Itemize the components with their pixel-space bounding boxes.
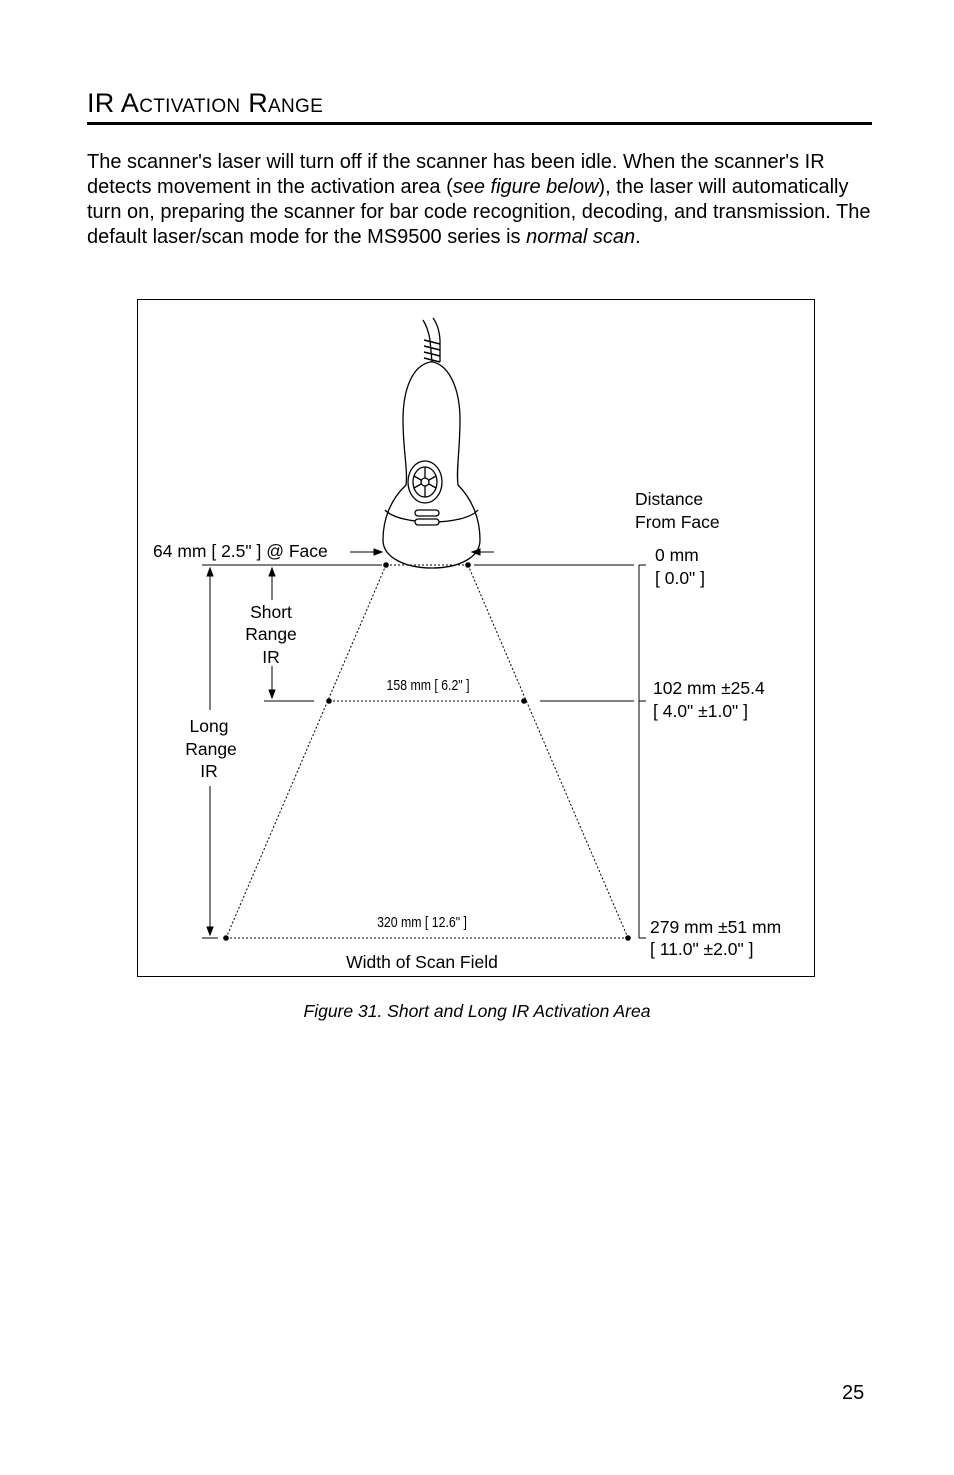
distance-header-line1: Distance (635, 489, 704, 509)
long-range-label-3: IR (200, 761, 218, 781)
distance-2-mm: 279 mm ±51 mm (650, 917, 782, 937)
figure-caption: Figure 31. Short and Long IR Activation Area (303, 1001, 651, 1021)
long-range-label-2: Range (185, 739, 237, 759)
ir-activation-diagram (138, 300, 816, 978)
page-number: 25 (842, 1382, 865, 1404)
distance-2-in: [ 11.0" ±2.0" ] (650, 939, 754, 959)
distance-0-mm: 0 mm (655, 545, 699, 565)
far-width-label: 320 mm [ 12.6" ] (377, 914, 467, 931)
distance-1-mm: 102 mm ±25.4 (653, 678, 765, 698)
ir-activation-figure (137, 299, 815, 977)
intro-paragraph: The scanner's laser will turn off if the scanner has been idle. When the scanner's IR detects movement in the activation area (see figure below), the laser will automatically turn on, preparing the scanner for bar code recognition, decoding, and transmission. The default laser/scan mode for the MS9500 series is normal scan. (87, 151, 871, 248)
short-range-label-2: Range (245, 624, 297, 644)
distance-header-line2: From Face (635, 512, 720, 532)
distance-0-in: [ 0.0" ] (655, 568, 705, 588)
section-heading: IR Activation Range (87, 86, 872, 125)
short-range-label-1: Short (250, 602, 292, 622)
scan-field-width-label: Width of Scan Field (346, 952, 498, 972)
short-range-label-3: IR (262, 647, 280, 667)
mid-width-label: 158 mm [ 6.2" ] (386, 677, 470, 694)
distance-1-in: [ 4.0" ±1.0" ] (653, 701, 748, 721)
face-width-label: 64 mm [ 2.5" ] @ Face (153, 541, 328, 561)
scanner-illustration (383, 318, 480, 568)
long-range-label-1: Long (189, 716, 229, 736)
